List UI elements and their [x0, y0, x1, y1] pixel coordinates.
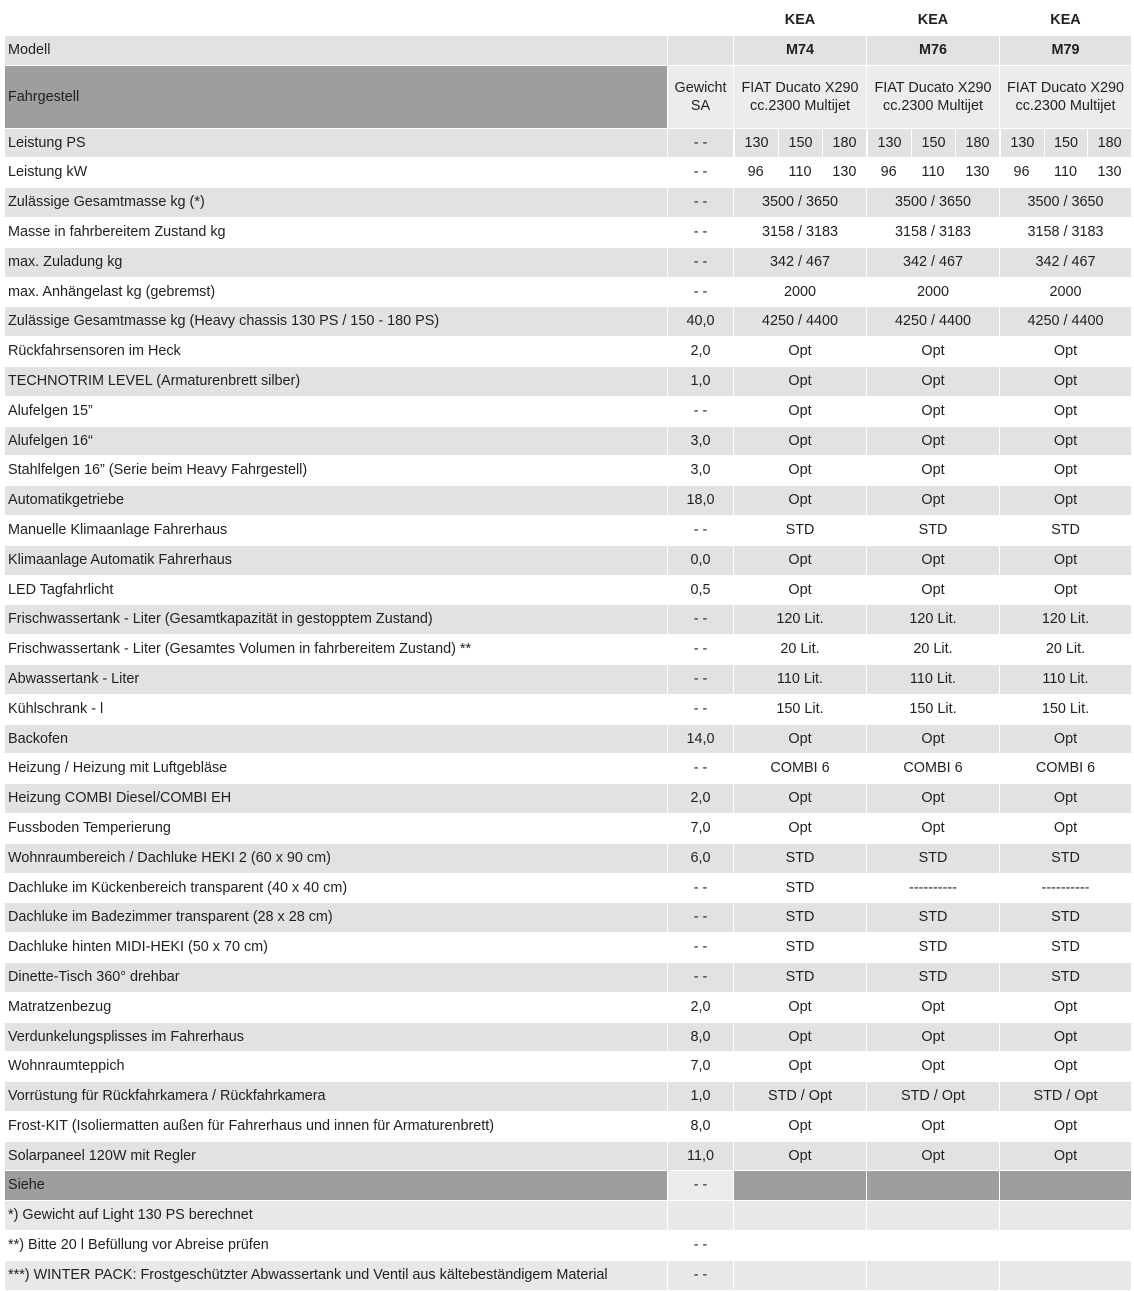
row-value-m79: 342 / 467 [1000, 247, 1132, 277]
row-value-m74: Opt [734, 456, 867, 486]
power-value: 180 [955, 129, 999, 158]
row-value-m76: Opt [867, 813, 1000, 843]
power-value: 110 [910, 158, 954, 187]
row-label: Wohnraumbereich / Dachluke HEKI 2 (60 x 90 cm) [5, 843, 668, 873]
row-value-m76: STD [867, 515, 1000, 545]
row-value-m76: Opt [867, 575, 1000, 605]
row-value-m79: Opt [1000, 784, 1132, 814]
row-weight: - - [668, 277, 734, 307]
row-label: Dachluke hinten MIDI-HEKI (50 x 70 cm) [5, 933, 668, 963]
power-value: 130 [734, 129, 778, 158]
weight-header: Gewicht SA [668, 65, 734, 128]
row-weight: 40,0 [668, 307, 734, 337]
row-weight: 3,0 [668, 456, 734, 486]
row-weight: 2,0 [668, 784, 734, 814]
footnote-weight [668, 1201, 734, 1231]
brand-m76: KEA [867, 6, 1000, 36]
row-value-m74: Opt [734, 813, 867, 843]
row-value-m76: Opt [867, 784, 1000, 814]
footnote-weight: - - [668, 1231, 734, 1261]
row-value-m74: Opt [734, 1111, 867, 1141]
power-value: 130 [822, 158, 866, 187]
power-value: 150 [778, 129, 822, 158]
row-weight: - - [668, 158, 734, 188]
row-value-m79: Opt [1000, 396, 1132, 426]
row-value-m74: STD [734, 515, 867, 545]
row-value-m76: Opt [867, 1111, 1000, 1141]
spec-row [5, 784, 1132, 814]
row-value-m76: STD [867, 843, 1000, 873]
row-label: Dachluke im Kückenbereich transparent (40 x 40 cm) [5, 873, 668, 903]
row-label: Backofen [5, 724, 668, 754]
row-value-m76: STD / Opt [867, 1082, 1000, 1112]
row-weight: - - [668, 247, 734, 277]
row-value-m79: COMBI 6 [1000, 754, 1132, 784]
row-value-m76: Opt [867, 337, 1000, 367]
row-weight: 2,0 [668, 992, 734, 1022]
power-value: 180 [822, 129, 866, 158]
row-value-m79: Opt [1000, 337, 1132, 367]
power-value: 96 [1013, 164, 1030, 181]
row-value-m76: 110 Lit. [867, 664, 1000, 694]
model-label: Modell [5, 35, 668, 65]
row-value-m76: Opt [867, 486, 1000, 516]
spec-row [5, 754, 1132, 784]
chassis-row [5, 65, 1132, 128]
spec-row [5, 337, 1132, 367]
row-label: Alufelgen 16“ [5, 426, 668, 456]
spec-row [5, 903, 1132, 933]
row-label: Matratzenbezug [5, 992, 668, 1022]
spec-row [5, 724, 1132, 754]
row-weight: 18,0 [668, 486, 734, 516]
row-label: Zulässige Gesamtmasse kg (*) [5, 188, 668, 218]
row-label: Leistung kW [5, 158, 668, 188]
power-value: 150 [1044, 129, 1088, 158]
row-weight: - - [668, 396, 734, 426]
row-value-m79: 20 Lit. [1000, 635, 1132, 665]
row-value-m74: 110 Lit. [734, 664, 867, 694]
row-label: Fussboden Temperierung [5, 813, 668, 843]
row-value-m76: 4250 / 4400 [867, 307, 1000, 337]
footnote-empty [1000, 1231, 1132, 1261]
row-weight: - - [668, 217, 734, 247]
row-value-m74: STD [734, 933, 867, 963]
chassis-m79: FIAT Ducato X290 cc.2300 Multijet [1000, 65, 1132, 128]
row-weight: 1,0 [668, 366, 734, 396]
power-group [734, 128, 867, 158]
power-value: 130 [867, 129, 911, 158]
row-value-m74: STD [734, 843, 867, 873]
siehe-row [5, 1171, 1132, 1201]
row-value-m79: Opt [1000, 813, 1132, 843]
row-value-m74: Opt [734, 337, 867, 367]
row-label: Leistung PS [5, 128, 668, 158]
power-value: 96 [747, 164, 764, 181]
row-value-m74: 150 Lit. [734, 694, 867, 724]
footnote-empty [734, 1201, 867, 1231]
row-value-m79: Opt [1000, 992, 1132, 1022]
spec-row [5, 456, 1132, 486]
row-value-m76: STD [867, 933, 1000, 963]
row-value-m74: Opt [734, 426, 867, 456]
footnote-text: **) Bitte 20 l Befüllung vor Abreise prüfen [5, 1231, 668, 1261]
row-value-m79: 120 Lit. [1000, 605, 1132, 635]
power-values [734, 158, 866, 187]
row-label: Stahlfelgen 16” (Serie beim Heavy Fahrgestell) [5, 456, 668, 486]
row-label: Verdunkelungsplisses im Fahrerhaus [5, 1022, 668, 1052]
spec-row [5, 1022, 1132, 1052]
row-value-m79: 3158 / 3183 [1000, 217, 1132, 247]
row-label: Kühlschrank - l [5, 694, 668, 724]
row-weight: - - [668, 933, 734, 963]
row-value-m79: 2000 [1000, 277, 1132, 307]
row-label: Heizung / Heizung mit Luftgebläse [5, 754, 668, 784]
row-value-m74: STD [734, 873, 867, 903]
spec-row [5, 545, 1132, 575]
row-value-m76: 20 Lit. [867, 635, 1000, 665]
row-weight: - - [668, 873, 734, 903]
row-value-m76: 120 Lit. [867, 605, 1000, 635]
row-value-m74: 342 / 467 [734, 247, 867, 277]
row-value-m76: Opt [867, 1141, 1000, 1171]
row-value-m74: Opt [734, 396, 867, 426]
spec-row [5, 1082, 1132, 1112]
row-value-m74: STD / Opt [734, 1082, 867, 1112]
row-label: max. Anhängelast kg (gebremst) [5, 277, 668, 307]
row-value-m79: STD / Opt [1000, 1082, 1132, 1112]
row-value-m76: Opt [867, 396, 1000, 426]
row-label: Vorrüstung für Rückfahrkamera / Rückfahrkamera [5, 1082, 668, 1112]
row-value-m79: 4250 / 4400 [1000, 307, 1132, 337]
footnote-row [5, 1201, 1132, 1231]
row-value-m76: COMBI 6 [867, 754, 1000, 784]
row-weight: - - [668, 515, 734, 545]
power-values [1000, 129, 1131, 158]
footnote-row [5, 1260, 1132, 1290]
footnote-empty [867, 1231, 1000, 1261]
power-group [867, 158, 1000, 188]
row-weight: 11,0 [668, 1141, 734, 1171]
model-m76: M76 [867, 35, 1000, 65]
row-weight: 0,5 [668, 575, 734, 605]
row-label: Wohnraumteppich [5, 1052, 668, 1082]
spec-row [5, 1052, 1132, 1082]
spec-row [5, 486, 1132, 516]
row-label: Rückfahrsensoren im Heck [5, 337, 668, 367]
row-weight: 8,0 [668, 1022, 734, 1052]
row-weight: - - [668, 694, 734, 724]
row-label: Masse in fahrbereitem Zustand kg [5, 217, 668, 247]
row-value-m76: 342 / 467 [867, 247, 1000, 277]
row-weight: - - [668, 903, 734, 933]
row-weight: - - [668, 128, 734, 158]
brand-m79: KEA [1000, 6, 1132, 36]
power-group [1000, 158, 1132, 188]
row-value-m76: Opt [867, 992, 1000, 1022]
row-value-m76: Opt [867, 545, 1000, 575]
row-label: Solarpaneel 120W mit Regler [5, 1141, 668, 1171]
row-value-m79: Opt [1000, 545, 1132, 575]
siehe-m74 [734, 1171, 867, 1201]
row-label: Abwassertank - Liter [5, 664, 668, 694]
row-value-m74: Opt [734, 366, 867, 396]
spec-row [5, 188, 1132, 218]
row-label: Frost-KIT (Isoliermatten außen für Fahrerhaus und innen für Armaturenbrett) [5, 1111, 668, 1141]
row-value-m79: STD [1000, 962, 1132, 992]
row-value-m79: Opt [1000, 1111, 1132, 1141]
row-value-m74: Opt [734, 1022, 867, 1052]
footnote-weight: - - [668, 1260, 734, 1290]
power-group [1000, 128, 1132, 158]
row-weight: 1,0 [668, 1082, 734, 1112]
power-value: 130 [955, 158, 999, 187]
spec-row [5, 307, 1132, 337]
footnote-empty [867, 1260, 1000, 1290]
power-group [734, 158, 867, 188]
row-value-m79: 3500 / 3650 [1000, 188, 1132, 218]
row-label: Alufelgen 15” [5, 396, 668, 426]
row-value-m74: Opt [734, 545, 867, 575]
row-value-m79: ---------- [1000, 873, 1132, 903]
footnote-empty [734, 1231, 867, 1261]
row-weight: - - [668, 962, 734, 992]
row-value-m76: 3158 / 3183 [867, 217, 1000, 247]
row-value-m79: Opt [1000, 456, 1132, 486]
row-value-m79: Opt [1000, 724, 1132, 754]
model-row [5, 35, 1132, 65]
spec-row [5, 843, 1132, 873]
row-value-m79: Opt [1000, 486, 1132, 516]
row-weight: - - [668, 635, 734, 665]
spec-row [5, 873, 1132, 903]
row-label: Heizung COMBI Diesel/COMBI EH [5, 784, 668, 814]
row-value-m79: Opt [1000, 1141, 1132, 1171]
row-value-m74: Opt [734, 1141, 867, 1171]
row-value-m76: Opt [867, 724, 1000, 754]
siehe-m76 [867, 1171, 1000, 1201]
footnote-empty [1000, 1260, 1132, 1290]
row-label: LED Tagfahrlicht [5, 575, 668, 605]
spec-row [5, 933, 1132, 963]
spec-row [5, 992, 1132, 1022]
row-value-m76: 3500 / 3650 [867, 188, 1000, 218]
row-value-m79: Opt [1000, 426, 1132, 456]
row-value-m74: 120 Lit. [734, 605, 867, 635]
row-weight: - - [668, 754, 734, 784]
row-value-m74: Opt [734, 1052, 867, 1082]
row-value-m74: Opt [734, 575, 867, 605]
spec-row [5, 575, 1132, 605]
row-value-m79: Opt [1000, 575, 1132, 605]
row-label: Dachluke im Badezimmer transparent (28 x 28 cm) [5, 903, 668, 933]
spec-table [4, 5, 1132, 1291]
row-value-m79: STD [1000, 843, 1132, 873]
row-value-m79: Opt [1000, 1022, 1132, 1052]
row-weight: 0,0 [668, 545, 734, 575]
model-m74: M74 [734, 35, 867, 65]
power-values [734, 129, 866, 158]
footnote-text: ***) WINTER PACK: Frostgeschützter Abwassertank und Ventil aus kältebeständigem Material [5, 1260, 668, 1290]
row-value-m76: STD [867, 962, 1000, 992]
row-label: TECHNOTRIM LEVEL (Armaturenbrett silber) [5, 366, 668, 396]
footnote-empty [734, 1260, 867, 1290]
row-weight: 6,0 [668, 843, 734, 873]
row-value-m79: Opt [1000, 1052, 1132, 1082]
chassis-label: Fahrgestell [5, 65, 668, 128]
row-label: Frischwassertank - Liter (Gesamtes Volumen in fahrbereitem Zustand) ** [5, 635, 668, 665]
row-weight: 7,0 [668, 813, 734, 843]
row-value-m79: Opt [1000, 366, 1132, 396]
row-value-m76: 2000 [867, 277, 1000, 307]
row-value-m76: ---------- [867, 873, 1000, 903]
row-value-m74: COMBI 6 [734, 754, 867, 784]
power-value: 110 [777, 158, 821, 187]
row-value-m79: STD [1000, 515, 1132, 545]
footnote-empty [867, 1201, 1000, 1231]
spec-row [5, 813, 1132, 843]
row-value-m74: STD [734, 903, 867, 933]
spec-row [5, 426, 1132, 456]
power-value: 180 [1087, 129, 1131, 158]
row-label: Klimaanlage Automatik Fahrerhaus [5, 545, 668, 575]
siehe-label: Siehe [5, 1171, 668, 1201]
row-weight: - - [668, 664, 734, 694]
row-value-m74: 3500 / 3650 [734, 188, 867, 218]
siehe-weight: - - [668, 1171, 734, 1201]
spec-row [5, 277, 1132, 307]
spec-row [5, 605, 1132, 635]
row-value-m76: Opt [867, 456, 1000, 486]
spec-row [5, 247, 1132, 277]
power-value: 96 [880, 164, 897, 181]
model-m79: M79 [1000, 35, 1132, 65]
footnote-row [5, 1231, 1132, 1261]
row-value-m76: STD [867, 903, 1000, 933]
row-value-m76: Opt [867, 426, 1000, 456]
row-value-m79: 150 Lit. [1000, 694, 1132, 724]
footnote-empty [1000, 1201, 1132, 1231]
row-value-m79: 110 Lit. [1000, 664, 1132, 694]
spec-row [5, 664, 1132, 694]
row-weight: 3,0 [668, 426, 734, 456]
row-value-m76: 150 Lit. [867, 694, 1000, 724]
power-row [5, 158, 1132, 188]
chassis-m76: FIAT Ducato X290 cc.2300 Multijet [867, 65, 1000, 128]
brand-row [5, 6, 1132, 36]
row-value-m74: Opt [734, 486, 867, 516]
spec-row [5, 217, 1132, 247]
row-weight: 8,0 [668, 1111, 734, 1141]
row-weight: - - [668, 605, 734, 635]
row-label: Frischwassertank - Liter (Gesamtkapazität in gestopptem Zustand) [5, 605, 668, 635]
power-value: 150 [911, 129, 955, 158]
row-label: Manuelle Klimaanlage Fahrerhaus [5, 515, 668, 545]
row-value-m79: STD [1000, 933, 1132, 963]
spec-row [5, 1141, 1132, 1171]
row-value-m74: STD [734, 962, 867, 992]
spec-row [5, 962, 1132, 992]
footnote-text: *) Gewicht auf Light 130 PS berechnet [5, 1201, 668, 1231]
power-value: 110 [1043, 158, 1087, 187]
row-value-m76: Opt [867, 1052, 1000, 1082]
power-value: 130 [1000, 129, 1044, 158]
row-value-m74: 2000 [734, 277, 867, 307]
spec-row [5, 635, 1132, 665]
power-value: 130 [1087, 158, 1131, 187]
spec-row [5, 515, 1132, 545]
row-weight: 2,0 [668, 337, 734, 367]
row-value-m74: 20 Lit. [734, 635, 867, 665]
row-value-m74: Opt [734, 784, 867, 814]
power-values [867, 158, 999, 187]
siehe-m79 [1000, 1171, 1132, 1201]
row-weight: - - [668, 188, 734, 218]
row-value-m74: 4250 / 4400 [734, 307, 867, 337]
row-value-m79: STD [1000, 903, 1132, 933]
row-value-m76: Opt [867, 366, 1000, 396]
spec-row [5, 366, 1132, 396]
row-value-m76: Opt [867, 1022, 1000, 1052]
power-values [867, 129, 999, 158]
brand-m74: KEA [734, 6, 867, 36]
power-group [867, 128, 1000, 158]
spec-row [5, 694, 1132, 724]
row-label: Automatikgetriebe [5, 486, 668, 516]
spec-row [5, 396, 1132, 426]
row-label: Zulässige Gesamtmasse kg (Heavy chassis 130 PS / 150 - 180 PS) [5, 307, 668, 337]
row-weight: 7,0 [668, 1052, 734, 1082]
row-label: Dinette-Tisch 360° drehbar [5, 962, 668, 992]
row-value-m74: Opt [734, 992, 867, 1022]
spec-row [5, 1111, 1132, 1141]
chassis-m74: FIAT Ducato X290 cc.2300 Multijet [734, 65, 867, 128]
row-label: max. Zuladung kg [5, 247, 668, 277]
row-weight: 14,0 [668, 724, 734, 754]
row-value-m74: 3158 / 3183 [734, 217, 867, 247]
power-values [1000, 158, 1131, 187]
power-row [5, 128, 1132, 158]
row-value-m74: Opt [734, 724, 867, 754]
